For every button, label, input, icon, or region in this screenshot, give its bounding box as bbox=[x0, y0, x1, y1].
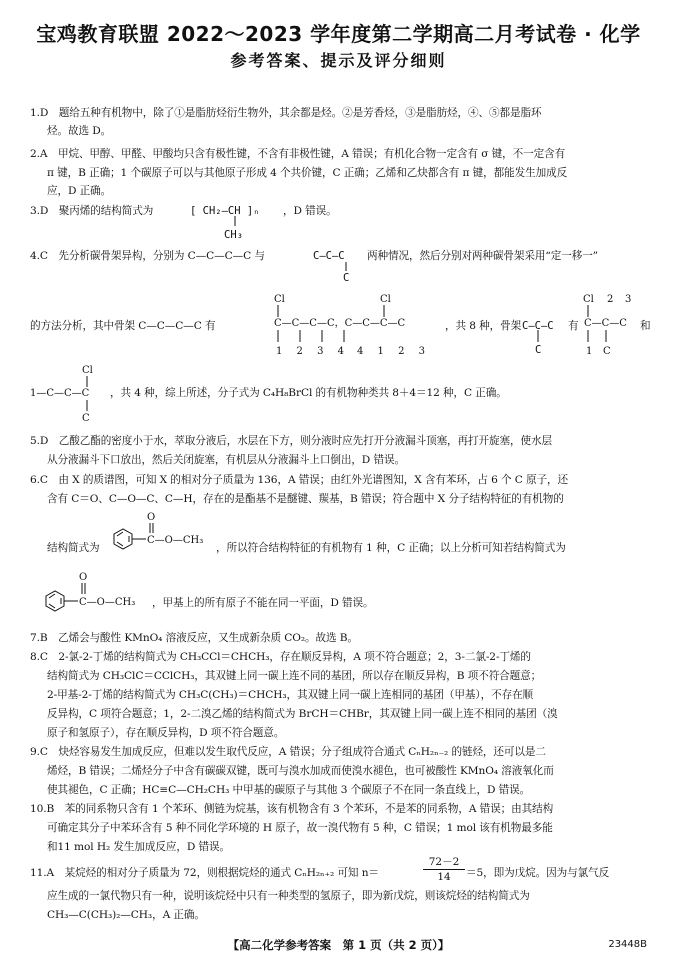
methyl-benzoate-structure-1 bbox=[104, 510, 224, 560]
chain-numbers-1: 1 2 3 4 bbox=[276, 346, 344, 357]
q10-line-2: 可确定其分子中苯环含有 5 种不同化学环境的 H 原子，故一溴代物有 5 种，C 错误；1 mol 该有机物最多能 bbox=[47, 822, 553, 834]
chain-numbers-2: 4 1 2 3 bbox=[357, 346, 425, 357]
cl-label-1: Cl bbox=[274, 294, 285, 305]
q4-line-2c: 有 bbox=[568, 320, 579, 332]
svg-text:C: C bbox=[603, 346, 611, 357]
q8-line-4: 反异构，C 项符合题意；1，2-二溴乙烯的结构简式为 BrCH＝CHBr，其双键上同一碳上连不相同的基团（溴 bbox=[47, 708, 558, 720]
q11-line-3: CH₃—C(CH₃)₂—CH₃，A 正确。 bbox=[47, 909, 205, 921]
branched-skeleton: C—C—C bbox=[313, 250, 345, 262]
q6-line-4: ，甲基上的所有原子不能在同一平面，D 错误。 bbox=[152, 597, 374, 609]
q2-line-1: 2.A 甲烷、甲醇、甲醛、甲酸均只含有极性键，不含有非极性键，A 错误；有机化合物一定含有 σ 键，不一定含有 bbox=[30, 148, 566, 160]
branched-bond-2 bbox=[535, 330, 545, 344]
q11-line-1b: ＝5，即为戊烷。因为与氯气反 bbox=[466, 867, 610, 879]
page-footer: 【高二化学参考答案 第 1 页（共 2 页）】 bbox=[227, 938, 450, 952]
branched-skeleton-2: C—C—C bbox=[522, 320, 554, 332]
q2-line-3: 应，D 正确。 bbox=[47, 185, 112, 197]
q4-line-2d: 和 bbox=[640, 320, 651, 332]
ester-o-1: O bbox=[147, 512, 156, 523]
fraction bbox=[423, 856, 465, 883]
polypropylene-methyl: CH₃ bbox=[224, 229, 243, 241]
q10-line-1: 10.B 苯的同系物只含有 1 个苯环、侧链为烷基，该有机物含有 3 个苯环，不是苯的同系物，A 错误；由其结构 bbox=[30, 803, 554, 815]
cl-label-4: Cl bbox=[82, 365, 93, 376]
page-subtitle: 参考答案、提示及评分细则 bbox=[230, 51, 447, 70]
ester-tail-1: C—O—CH₃ bbox=[147, 535, 204, 546]
paper-code: 23448B bbox=[608, 939, 647, 950]
q7-line-1: 7.B 乙烯会与酸性 KMnO₄ 溶液反应，又生成新杂质 CO₂。故选 B。 bbox=[30, 632, 358, 644]
branched-isomer-diagram bbox=[581, 292, 641, 362]
fraction-denominator: 14 bbox=[437, 871, 451, 883]
q4-line-1a: 4.C 先分析碳骨架异构，分别为 C—C—C—C 与 bbox=[30, 250, 265, 262]
q5-line-2: 从分液漏斗下口放出，然后关闭旋塞，有机层从分液漏斗上口倒出，D 错误。 bbox=[47, 454, 405, 466]
svg-text:C—C—C: C—C—C bbox=[584, 318, 627, 329]
q11-line-1a: 11.A 某烷烃的相对分子质量为 72，则根据烷烃的通式 CₙH₂ₙ₊₂ 可知 n＝ bbox=[30, 867, 379, 879]
branched-bond bbox=[343, 262, 353, 272]
q6-line-2: 含有 C＝O、C—O—C、C—H，存在的是酯基不是醚键、羰基，B 错误；符合题中 X 分子结构特征的有机物的 bbox=[47, 493, 564, 505]
q1-line-1: 1.D 题给五种有机物中，除了①是脂肪烃衍生物外，其余都是烃。②是芳香烃，③是脂肪烃，④、⑤都是脂环 bbox=[30, 107, 542, 119]
q2-line-2: π 键，B 正确；1 个碳原子可以与其他原子形成 4 个共价键，C 正确；乙烯和乙炔都含有 π 键，都能发生加成反 bbox=[47, 167, 568, 179]
chain-c-1: C—C—C—C，C—C—C—C bbox=[274, 318, 406, 329]
branched-methyl-2: C bbox=[535, 344, 542, 356]
q8-line-3: 2-甲基-2-丁烯的结构简式为 CH₃C(CH₃)＝CHCH₃，其双键上同一碳上连相同的基团（甲基），不存在顺 bbox=[47, 689, 534, 701]
svg-text:C: C bbox=[82, 413, 90, 424]
ester-o-2: O bbox=[79, 572, 88, 583]
methyl-benzoate-structure-2 bbox=[36, 570, 156, 620]
q10-line-3: 和11 mol H₂ 发生加成反应，D 错误。 bbox=[47, 841, 230, 853]
chain-isomer-diagram bbox=[262, 292, 442, 362]
q6-line-3a: 结构简式为 bbox=[47, 542, 100, 554]
cl-label-2: Cl bbox=[380, 294, 391, 305]
q6-line-1: 6.C 由 X 的质谱图，可知 X 的相对分子质量为 136，A 错误；由红外光谱图知，X 含有苯环，占 6 个 C 原子，还 bbox=[30, 474, 569, 486]
q1-line-2: 烃。故选 D。 bbox=[47, 125, 112, 137]
q9-line-1: 9.C 炔烃容易发生加成反应，但难以发生取代反应，A 错误；分子组成符合通式 CₙH₂ₙ₋₂ 的链烃，还可以是二 bbox=[30, 746, 546, 758]
q8-line-5: 原子和氢原子），存在顺反异构，D 项不符合题意。 bbox=[47, 727, 285, 739]
q8-line-2: 结构简式为 CH₃ClC＝CClCH₃，其双键上同一碳上连不同的基团，所以存在顺反异构，B 项不符合题意； bbox=[47, 670, 542, 682]
svg-text:1: 1 bbox=[586, 346, 593, 357]
q4-line-2b: ，共 8 种，骨架 bbox=[445, 320, 522, 332]
branched-methyl: C bbox=[343, 272, 350, 284]
polypropylene-formula: [ CH₂—CH ]ₙ bbox=[190, 205, 260, 217]
page-title: 宝鸡教育联盟 2022～2023 学年度第二学期高二月考试卷 · 化学 bbox=[36, 22, 641, 46]
q8-line-1: 8.C 2-氯-2-丁烯的结构简式为 CH₃CCl＝CHCH₃，存在顺反异构，A 项不符合题意；2，3-二氯-2-丁烯的 bbox=[30, 651, 531, 663]
svg-text:2: 2 bbox=[607, 294, 614, 305]
q4-line-2a: 的方法分析，其中骨架 C—C—C—C 有 bbox=[30, 320, 216, 332]
fraction-numerator: 72－2 bbox=[428, 856, 460, 868]
cl-label-3: Cl bbox=[583, 294, 594, 305]
fraction-bar bbox=[423, 869, 465, 870]
q4-line-3: ，共 4 种，综上所述，分子式为 C₄H₈BrCl 的有机物种类共 8＋4＝12 种，C 正确。 bbox=[110, 387, 507, 399]
ester-tail-2: C—O—CH₃ bbox=[79, 597, 136, 608]
q5-line-1: 5.D 乙酸乙酯的密度小于水，萃取分液后，水层在下方，则分液时应先打开分液漏斗顶塞，再打开旋塞，使水层 bbox=[30, 435, 552, 447]
q9-line-2: 烯烃，B 错误；二烯烃分子中含有碳碳双键，既可与溴水加成而使溴水褪色，也可被酸性 KMnO₄ 溶液氧化而 bbox=[47, 765, 554, 777]
q9-line-3: 使其褪色，C 正确；HC≡C—CH₂CH₃ 中甲基的碳原子与其他 3 个碳原子不在同一条直线上，D 错误。 bbox=[47, 784, 531, 796]
polypropylene-bond bbox=[230, 216, 240, 228]
q6-line-3b: ，所以符合结构特征的有机物有 1 种，C 正确；以上分析可知若结构简式为 bbox=[216, 542, 566, 554]
q4-line-1b: 两种情况，然后分别对两种碳骨架采用“定一移一” bbox=[367, 250, 598, 262]
q11-line-2: 应生成的一氯代物只有一种，说明该烷烃中只有一种类型的氢原子，即为新戊烷，则该烷烃的结构简式为 bbox=[47, 890, 530, 902]
q3-line-1: 3.D 聚丙烯的结构简式为 bbox=[30, 205, 154, 217]
tail-isomer-chain: 1—C—C—C bbox=[30, 388, 90, 399]
q3-line-1-end: ，D 错误。 bbox=[283, 205, 337, 217]
svg-text:3: 3 bbox=[625, 294, 632, 305]
